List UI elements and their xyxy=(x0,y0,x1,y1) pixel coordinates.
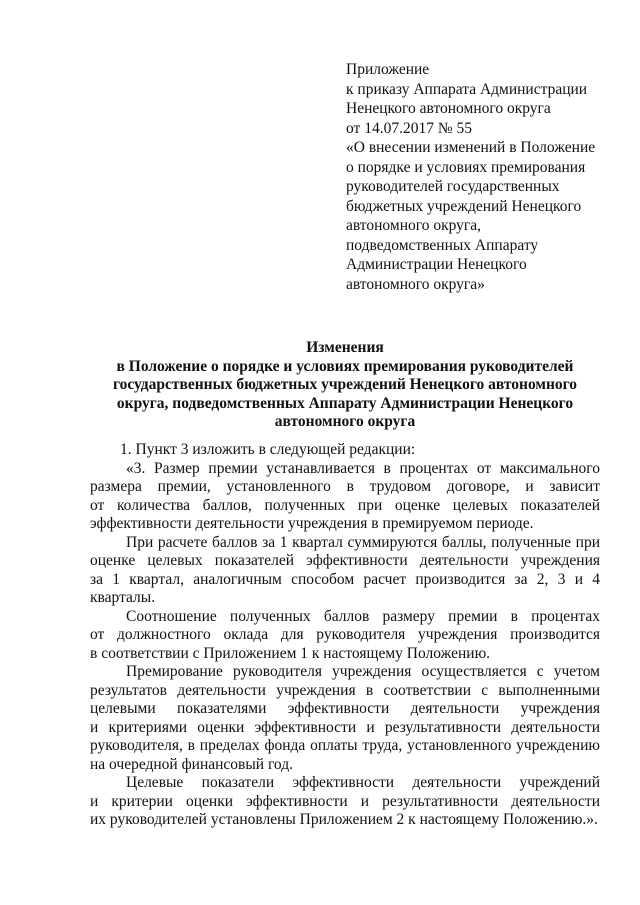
paragraph-line: размера премии, установленного в трудовом договоре, и зависит xyxy=(90,478,600,495)
paragraph-line: их руководителей установлены Приложением 2 к настоящему Положению.». xyxy=(90,811,598,828)
paragraph-line: за 1 квартал, аналогичным способом расчет производится за 2, 3 и 4 xyxy=(90,570,600,588)
appendix-line: к приказу Аппарата Администрации xyxy=(346,80,588,98)
paragraph-4 xyxy=(90,663,600,774)
paragraph-2 xyxy=(90,534,600,608)
item-1-line: 1. Пункт 3 изложить в следующей редакции: xyxy=(120,441,416,458)
appendix-line: руководителей государственных xyxy=(346,178,560,195)
paragraph-line: Премирование руководителя учреждения осуществляется с учетом xyxy=(126,663,600,680)
appendix-line: Администрации Ненецкого xyxy=(346,256,527,273)
appendix-line: бюджетных учреждений Ненецкого xyxy=(346,197,582,215)
paragraph-3 xyxy=(90,608,600,664)
paragraph-line: на очередной финансовый год. xyxy=(90,755,293,773)
paragraph-1 xyxy=(90,460,600,534)
paragraph-line: в соответствии с Приложением 1 к настоящему Положению. xyxy=(90,644,491,662)
paragraph-line: от должностного оклада для руководителя учреждения производится xyxy=(90,626,600,643)
paragraph-line: «3. Размер премии устанавливается в процентах от максимального xyxy=(126,459,600,477)
heading-line: автономного округа xyxy=(274,413,416,430)
paragraph-line: и критериями оценки эффективности и результативности деятельности xyxy=(90,718,600,736)
paragraph-5 xyxy=(90,774,600,830)
paragraph-line: Соотношение полученных баллов размеру премии в процентах xyxy=(126,607,600,625)
appendix-line: «О внесении изменений в Положение xyxy=(346,139,596,156)
paragraph-line: и критерии оценки эффективности и результативности деятельности xyxy=(90,792,600,810)
paragraph-line: результатов деятельности учреждения в соответствии с выполненными xyxy=(90,681,600,699)
appendix-line: от 14.07.2017 № 55 xyxy=(346,119,472,137)
appendix-line: Ненецкого автономного округа xyxy=(346,100,551,117)
heading-title: Изменения xyxy=(306,339,384,356)
appendix-line: Приложение xyxy=(346,61,430,78)
paragraph-line: руководителя, в пределах фонда оплаты труда, установленного учреждению xyxy=(90,737,600,754)
appendix-line: подведомственных Аппарату xyxy=(346,236,539,254)
paragraph-line: При расчете баллов за 1 квартал суммируются баллы, полученные при xyxy=(126,533,600,551)
document-body xyxy=(90,441,600,830)
appendix-line: автономного округа, xyxy=(346,217,482,234)
paragraph-line: эффективности деятельности учреждения в премируемом периоде. xyxy=(90,515,534,532)
paragraph-line: от количества баллов, полученных при оценке целевых показателей xyxy=(90,496,600,514)
document-heading xyxy=(90,339,600,432)
appendix-line: о порядке и условиях премирования xyxy=(346,158,586,176)
appendix-line: автономного округа» xyxy=(346,275,485,293)
appendix-block xyxy=(346,60,626,294)
paragraph-line: целевыми показателями эффективности деятельности учреждения xyxy=(90,700,600,717)
heading-line: округа, подведомственных Аппарату Администрации Ненецкого xyxy=(116,394,574,412)
heading-line: в Положение о порядке и условиях премирования руководителей xyxy=(116,357,574,375)
paragraph-line: Целевые показатели эффективности деятельности учреждений xyxy=(126,774,600,791)
paragraph-line: кварталы. xyxy=(90,589,156,606)
paragraph-line: оценке целевых показателей эффективности деятельности учреждения xyxy=(90,552,600,569)
heading-line: государственных бюджетных учреждений Ненецкого автономного xyxy=(112,376,578,393)
